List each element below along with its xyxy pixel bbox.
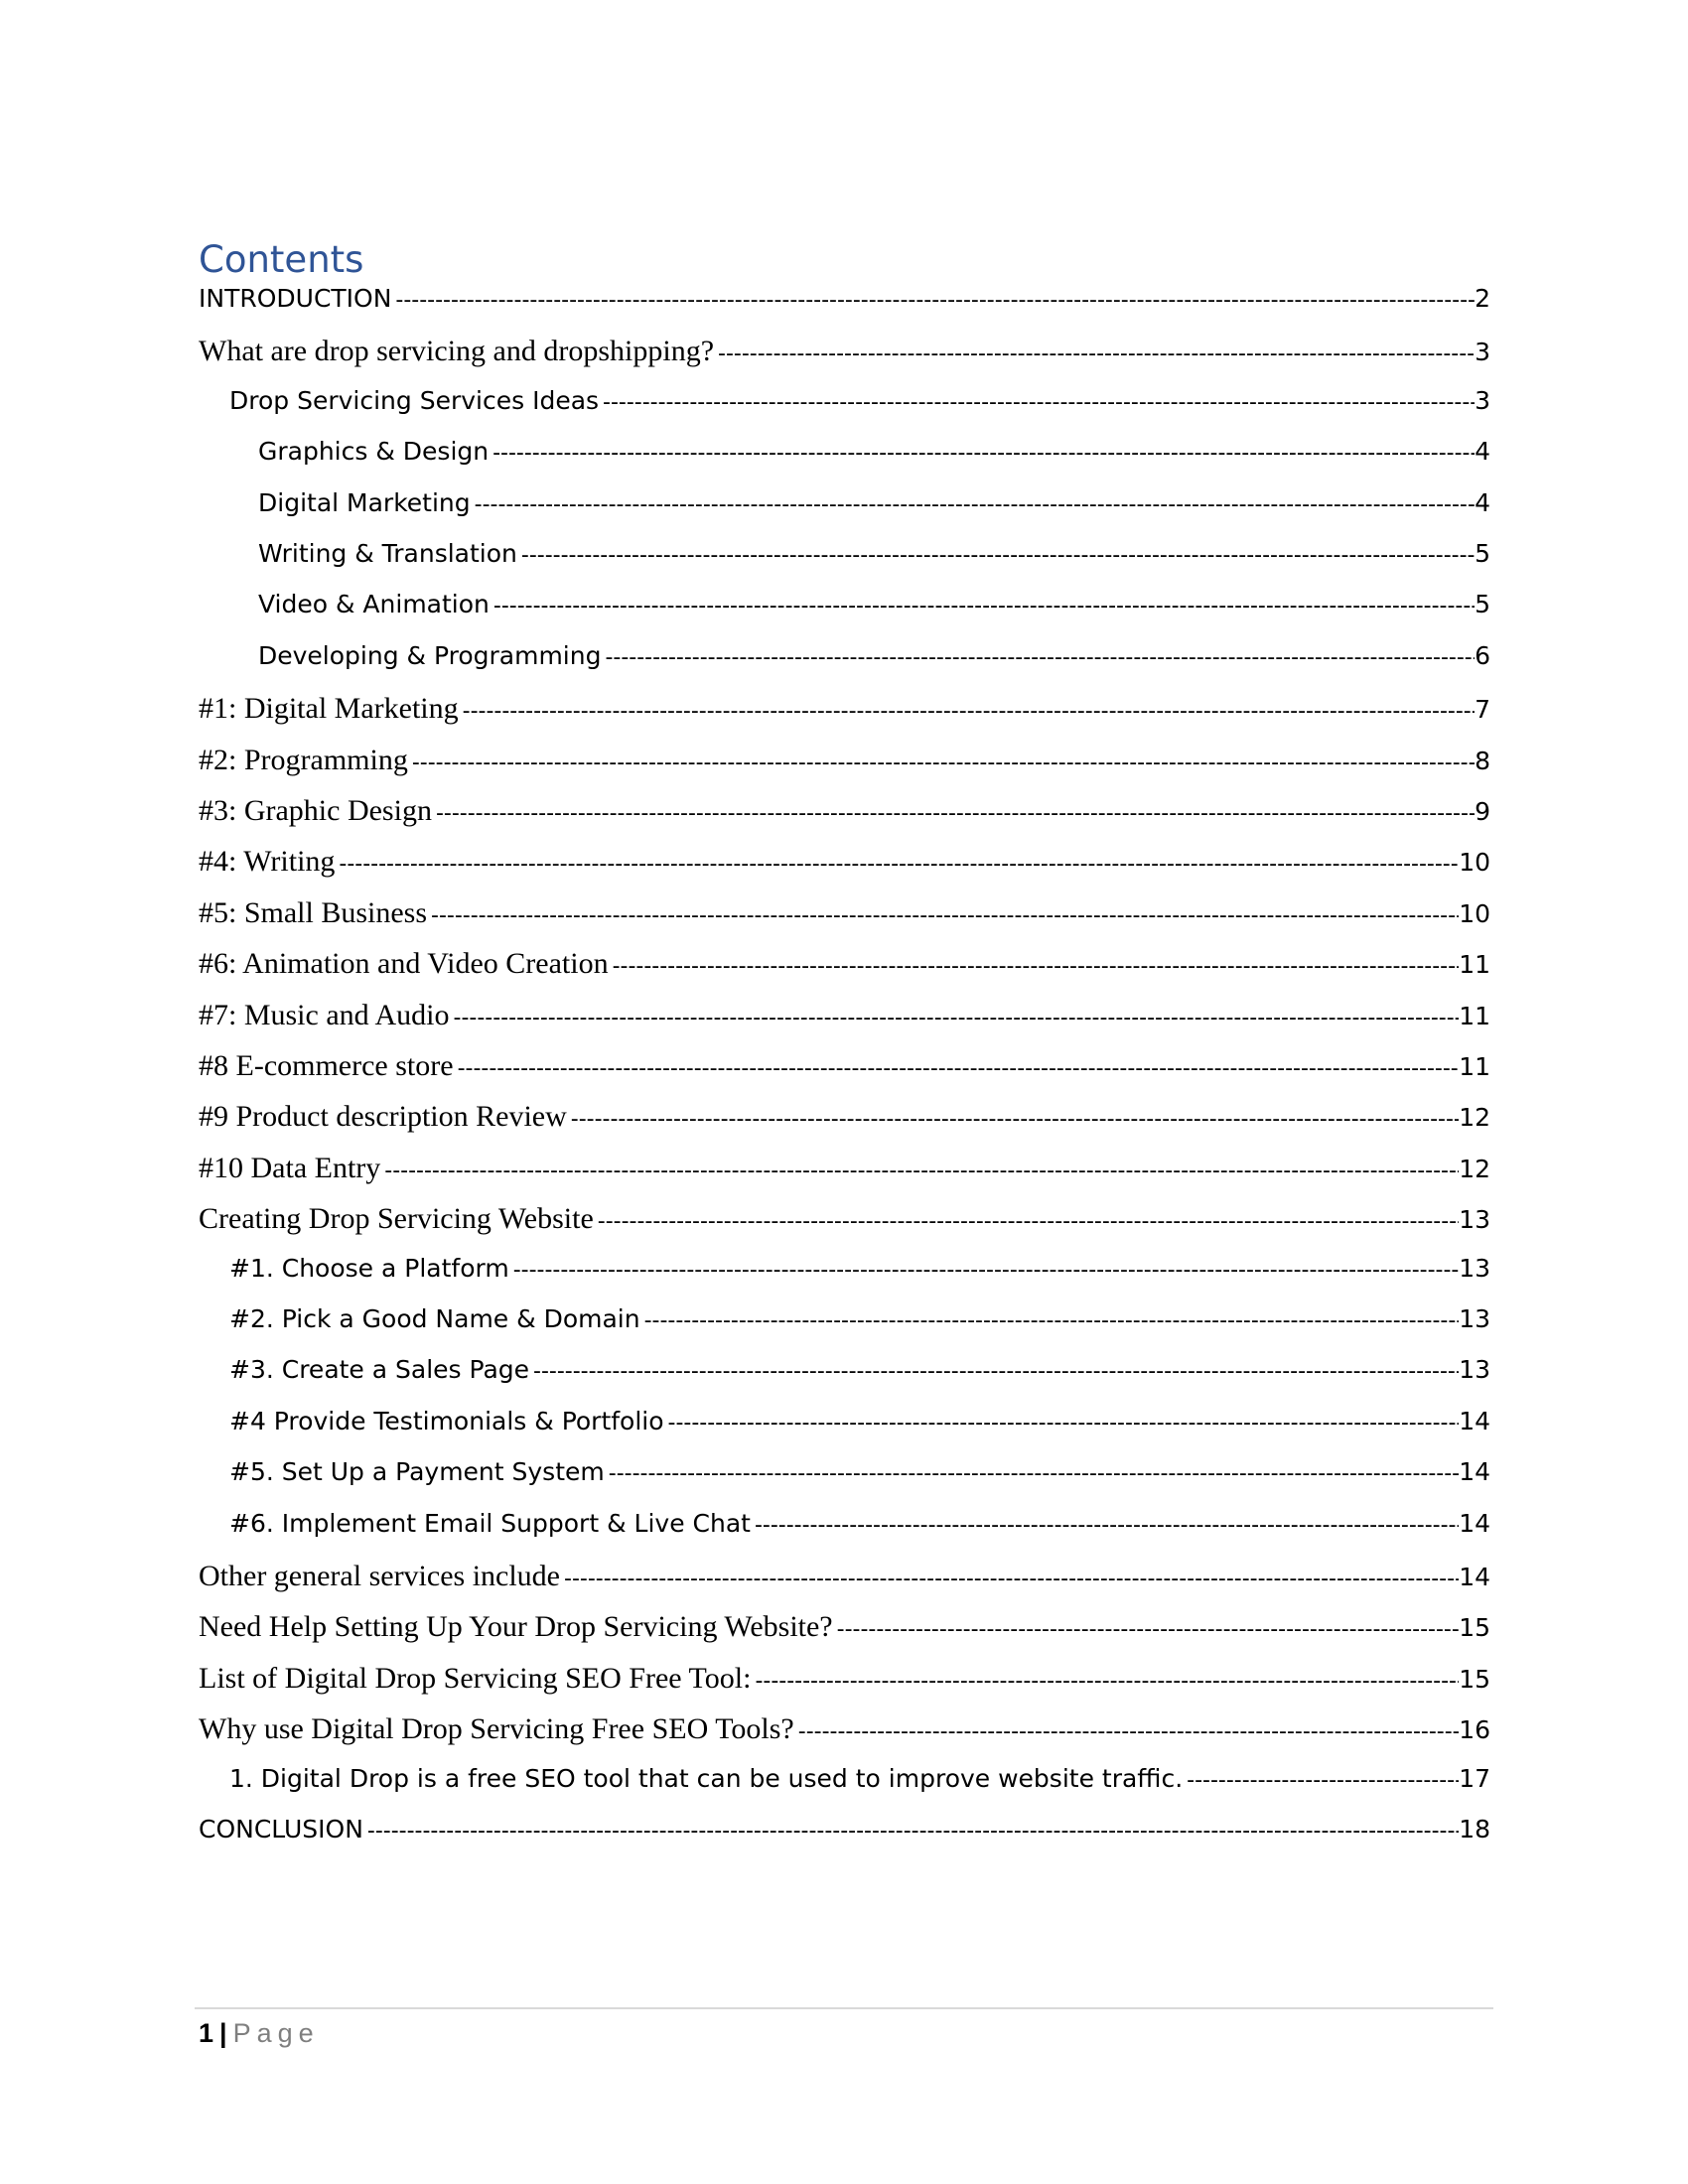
- toc-entry-page: 15: [1459, 1664, 1490, 1694]
- toc-entry-title: #3: Graphic Design: [199, 794, 432, 827]
- toc-dash-leader: [605, 1461, 1459, 1486]
- toc-entry[interactable]: [199, 1254, 1490, 1299]
- toc-entry[interactable]: [199, 692, 1490, 738]
- toc-entry-page: 15: [1459, 1613, 1490, 1643]
- toc-entry-page: 9: [1475, 797, 1490, 826]
- toc-entry[interactable]: [199, 1152, 1490, 1197]
- toc-entry[interactable]: [199, 437, 1490, 482]
- toc-dash-leader: [794, 1719, 1459, 1744]
- toc-entry-page: 14: [1459, 1406, 1490, 1435]
- toc-dash-leader: [751, 1513, 1459, 1538]
- toc-entry-title: #4: Writing: [199, 845, 336, 879]
- toc-dash-leader: [640, 1308, 1460, 1333]
- toc-entry-page: 18: [1459, 1815, 1490, 1843]
- toc-entry[interactable]: [199, 488, 1490, 534]
- toc-dash-leader: [454, 1056, 1460, 1081]
- toc-entry-page: 10: [1459, 848, 1490, 878]
- toc-entry-page: 13: [1459, 1304, 1490, 1333]
- toc-heading: Contents: [199, 238, 364, 281]
- toc-entry-title: #10 Data Entry: [199, 1151, 381, 1184]
- toc-entry-title: Graphics & Design: [258, 437, 490, 467]
- toc-dash-leader: [601, 645, 1475, 670]
- toc-entry-title: #5. Set Up a Payment System: [229, 1457, 605, 1487]
- toc-entry-title: Need Help Setting Up Your Drop Servicing Website?: [199, 1610, 833, 1644]
- toc-entry-title: #1. Choose a Platform: [229, 1253, 509, 1283]
- toc-dash-leader: [380, 1159, 1459, 1183]
- toc-entry-page: 4: [1475, 487, 1490, 517]
- toc-dash-leader: [432, 801, 1475, 826]
- toc-entry[interactable]: [199, 744, 1490, 789]
- toc-entry[interactable]: [199, 641, 1490, 687]
- footer-divider: [195, 2007, 1493, 2009]
- toc-entry[interactable]: [199, 999, 1490, 1044]
- toc-dash-leader: [833, 1617, 1460, 1642]
- toc-entry[interactable]: [199, 1457, 1490, 1503]
- toc-dash-leader: [560, 1567, 1459, 1591]
- toc-dash-leader: [509, 1258, 1459, 1283]
- toc-entry-page: 17: [1459, 1763, 1490, 1793]
- toc-entry-title: #9 Product description Review: [199, 1100, 567, 1134]
- toc-entry-title: #6. Implement Email Support & Live Chat: [229, 1508, 751, 1538]
- toc-entry-title: 1. Digital Drop is a free SEO tool that can be used to improve website traffic.: [229, 1763, 1184, 1793]
- toc-entry-title: INTRODUCTION: [199, 284, 392, 313]
- toc-entry[interactable]: [199, 947, 1490, 993]
- toc-entry[interactable]: [199, 1764, 1490, 1810]
- toc-entry-page: 13: [1459, 1253, 1490, 1283]
- toc-dash-leader: [517, 543, 1475, 568]
- toc-entry-page: 11: [1459, 1001, 1490, 1030]
- toc-entry-page: 5: [1475, 590, 1490, 619]
- toc-entry-page: 7: [1475, 695, 1490, 725]
- toc-entry[interactable]: [199, 1355, 1490, 1401]
- toc-entry-page: 13: [1459, 1205, 1490, 1235]
- toc-entry-title: Video & Animation: [258, 590, 490, 619]
- toc-entry-title: #6: Animation and Video Creation: [199, 947, 609, 981]
- toc-entry-title: #3. Create a Sales Page: [229, 1355, 530, 1385]
- toc-entry-title: #2. Pick a Good Name & Domain: [229, 1304, 640, 1333]
- toc-dash-leader: [391, 288, 1475, 313]
- toc-entry-title: Developing & Programming: [258, 640, 602, 670]
- toc-entry-page: 12: [1459, 1103, 1490, 1133]
- toc-dash-leader: [1183, 1768, 1459, 1793]
- toc-dash-leader: [609, 954, 1460, 979]
- toc-entry[interactable]: [199, 1202, 1490, 1248]
- toc-entry[interactable]: [199, 284, 1490, 330]
- toc-dash-leader: [490, 594, 1475, 618]
- toc-entry-page: 11: [1459, 950, 1490, 980]
- toc-entry-page: 14: [1459, 1508, 1490, 1538]
- toc-entry-page: 5: [1475, 539, 1490, 568]
- toc-dash-leader: [335, 852, 1459, 877]
- toc-dash-leader: [471, 492, 1475, 517]
- toc-entry[interactable]: [199, 794, 1490, 840]
- toc-entry-title: Why use Digital Drop Servicing Free SEO Tools?: [199, 1712, 794, 1746]
- toc-entry[interactable]: [199, 845, 1490, 890]
- toc-entry-page: 8: [1475, 746, 1490, 775]
- toc-dash-leader: [664, 1411, 1460, 1435]
- toc-dash-leader: [363, 1819, 1459, 1843]
- toc-entry-title: Creating Drop Servicing Website: [199, 1202, 594, 1236]
- toc-dash-leader: [427, 903, 1459, 928]
- page-label: Page: [232, 2018, 320, 2048]
- toc-entry[interactable]: [199, 1610, 1490, 1656]
- toc-entry[interactable]: [199, 1100, 1490, 1146]
- toc-entry[interactable]: [199, 1712, 1490, 1758]
- toc-entry-title: Other general services include: [199, 1560, 560, 1592]
- toc-entry-page: 4: [1475, 437, 1490, 467]
- toc-entry-page: 10: [1459, 898, 1490, 928]
- toc-entry-page: 14: [1459, 1457, 1490, 1487]
- toc-dash-leader: [450, 1006, 1460, 1030]
- toc-entry[interactable]: [199, 1662, 1490, 1707]
- toc-entry-page: 16: [1459, 1715, 1490, 1745]
- toc-entry[interactable]: [199, 1049, 1490, 1095]
- toc-entry-title: #8 E-commerce store: [199, 1049, 454, 1082]
- toc-entry-page: 2: [1475, 284, 1490, 313]
- toc-entry[interactable]: [199, 590, 1490, 635]
- toc-entry-title: #7: Music and Audio: [199, 998, 450, 1031]
- toc-dash-leader: [459, 699, 1475, 724]
- toc-entry[interactable]: [199, 539, 1490, 585]
- toc-entry[interactable]: [199, 1407, 1490, 1452]
- toc-entry-title: Drop Servicing Services Ideas: [229, 385, 600, 415]
- toc-entry-page: 3: [1475, 385, 1490, 415]
- toc-entry-title: #4 Provide Testimonials & Portfolio: [229, 1406, 664, 1435]
- toc-entry-title: Digital Marketing: [258, 487, 471, 517]
- toc-entry[interactable]: [199, 1304, 1490, 1350]
- toc-entry-title: List of Digital Drop Servicing SEO Free Tool:: [199, 1661, 752, 1695]
- toc-entry-title: CONCLUSION: [199, 1815, 363, 1843]
- toc-entry-title: #5: Small Business: [199, 895, 428, 929]
- page-number: 1: [199, 2018, 214, 2048]
- toc-entry-title: Writing & Translation: [258, 539, 517, 568]
- toc-entry-title: #1: Digital Marketing: [199, 692, 459, 726]
- toc-entry-page: 14: [1459, 1563, 1490, 1591]
- page-footer: [199, 2013, 320, 2053]
- toc-entry-page: 3: [1475, 338, 1490, 367]
- page-separator: |: [219, 2018, 227, 2048]
- toc-entry-page: 6: [1475, 640, 1490, 670]
- toc-entry[interactable]: [199, 1560, 1490, 1605]
- toc-entry-page: 13: [1459, 1355, 1490, 1385]
- toc-dash-leader: [594, 1209, 1459, 1234]
- toc-entry-title: #2: Programming: [199, 743, 408, 776]
- toc-dash-leader: [529, 1359, 1459, 1384]
- toc-dash-leader: [714, 341, 1475, 366]
- toc-entry[interactable]: [199, 1815, 1490, 1860]
- toc-entry-page: 11: [1459, 1052, 1490, 1081]
- toc-dash-leader: [489, 441, 1475, 466]
- toc-entry[interactable]: [199, 1509, 1490, 1555]
- toc-dash-leader: [751, 1669, 1459, 1694]
- toc-entry-page: 12: [1459, 1154, 1490, 1183]
- toc-entry[interactable]: [199, 335, 1490, 380]
- toc-dash-leader: [567, 1107, 1459, 1132]
- toc-entry[interactable]: [199, 386, 1490, 432]
- toc-entry-title: What are drop servicing and dropshipping?: [199, 335, 715, 368]
- toc-entry[interactable]: [199, 896, 1490, 942]
- toc-dash-leader: [599, 390, 1475, 415]
- toc-dash-leader: [408, 751, 1475, 775]
